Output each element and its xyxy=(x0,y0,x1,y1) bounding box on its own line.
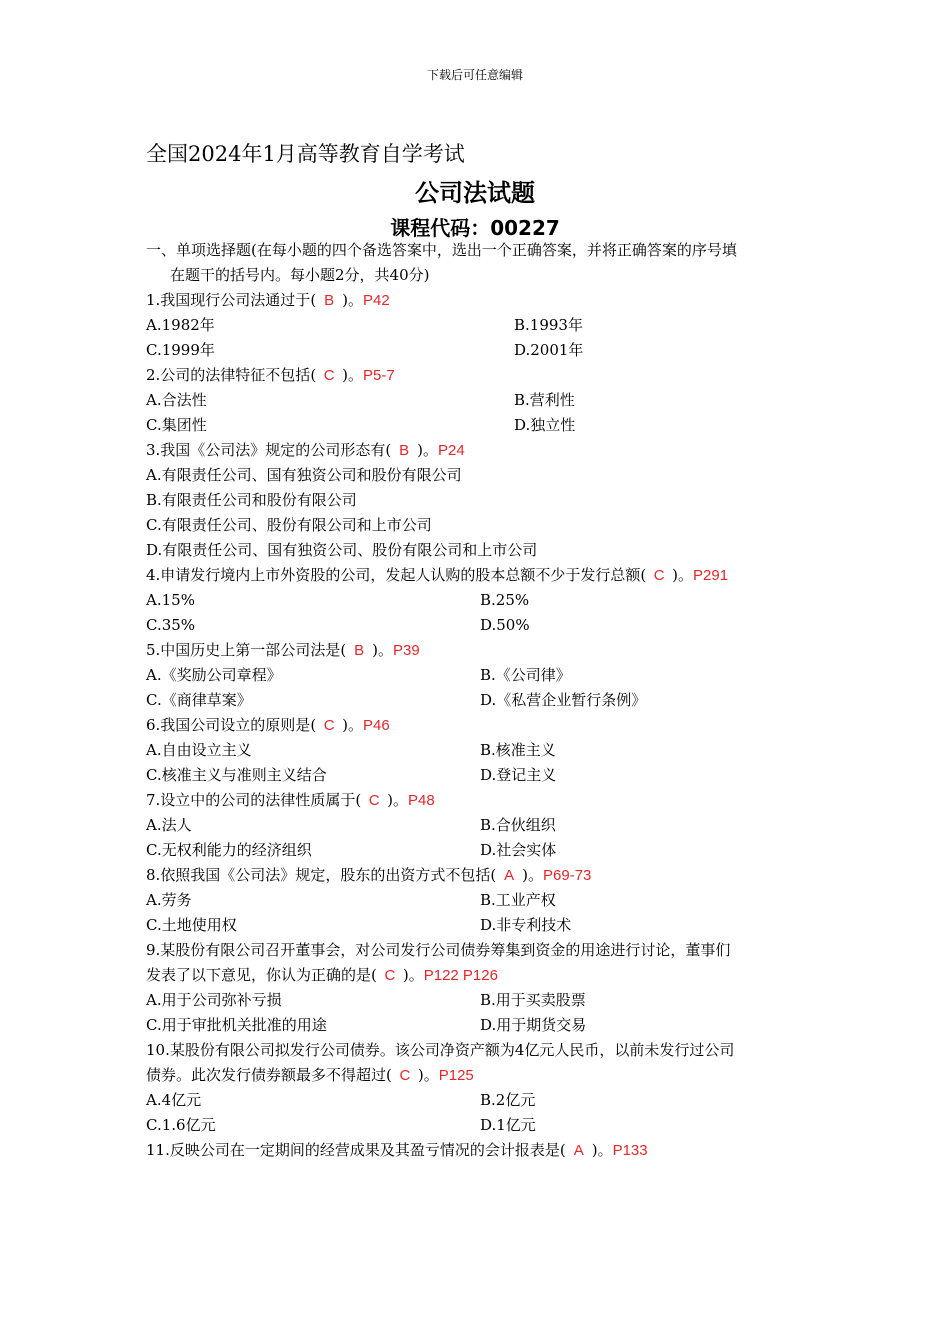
answer-mark: B xyxy=(324,292,335,309)
option-b: B.25% xyxy=(480,591,530,609)
option-c: C.土地使用权 xyxy=(146,916,237,934)
question-stem-8: 8.依照我国《公司法》规定，股东的出资方式不包括( A )。P69-73 xyxy=(146,863,810,888)
page-reference: P69-73 xyxy=(543,867,592,884)
page-reference: P5-7 xyxy=(363,367,395,384)
page-reference: P48 xyxy=(408,792,435,809)
option-d: D.50% xyxy=(480,616,530,634)
option-c: C.1.6亿元 xyxy=(146,1116,216,1134)
options-row xyxy=(146,338,810,363)
option-b: B.营利性 xyxy=(514,391,575,409)
option-b: B.《公司律》 xyxy=(480,666,571,684)
option-a: A.自由设立主义 xyxy=(146,741,252,759)
option-a: A.用于公司弥补亏损 xyxy=(146,991,282,1009)
option-d: D.2001年 xyxy=(514,341,584,359)
option-a: A.合法性 xyxy=(146,391,207,409)
question-stem-6: 6.我国公司设立的原则是( C )。P46 xyxy=(146,713,810,738)
answer-mark: A xyxy=(504,867,515,884)
answer-mark: C xyxy=(399,1067,411,1084)
page-reference: P133 xyxy=(612,1142,648,1159)
question-stem-10: 10.某股份有限公司拟发行公司债券。该公司净资产额为4亿元人民币，以前未发行过公司 xyxy=(146,1041,735,1059)
options-row xyxy=(146,388,810,413)
options-row xyxy=(146,763,810,788)
answer-mark: B xyxy=(354,642,365,659)
option-d: D.有限责任公司、国有独资公司、股份有限公司和上市公司 xyxy=(146,541,538,559)
question-stem-1: 1.我国现行公司法通过于( B )。P42 xyxy=(146,288,810,313)
answer-mark: B xyxy=(399,442,410,459)
question-stem-10-cont: 债券。此次发行债券额最多不得超过( C )。P125 xyxy=(146,1063,810,1088)
exam-title: 全国2024年1月高等教育自学考试 xyxy=(146,142,465,166)
option-a: A.劳务 xyxy=(146,891,192,909)
option-d: D.用于期货交易 xyxy=(480,1016,587,1034)
options-row xyxy=(146,1088,810,1113)
answer-mark: C xyxy=(368,792,380,809)
option-d: D.社会实体 xyxy=(480,841,557,859)
question-stem-9-cont: 发表了以下意见，你认为正确的是( C )。P122 P126 xyxy=(146,963,810,988)
option-c: C.《商律草案》 xyxy=(146,691,252,709)
options-row xyxy=(146,663,810,688)
option-b: B.工业产权 xyxy=(480,891,556,909)
answer-mark: C xyxy=(323,367,335,384)
option-a: A.15% xyxy=(146,591,195,609)
option-a: A.法人 xyxy=(146,816,192,834)
question-stem-3: 3.我国《公司法》规定的公司形态有( B )。P24 xyxy=(146,438,810,463)
answer-mark: C xyxy=(384,967,396,984)
question-content xyxy=(146,238,810,1163)
subject-title: 公司法试题 xyxy=(415,179,535,207)
answer-mark: C xyxy=(323,717,335,734)
option-b: B.2亿元 xyxy=(480,1091,536,1109)
course-code: 课程代码：00227 xyxy=(390,216,560,240)
option-a: A.1982年 xyxy=(146,316,215,334)
option-c: C.用于审批机关批准的用途 xyxy=(146,1016,327,1034)
options-row xyxy=(146,413,810,438)
question-stem-2: 2.公司的法律特征不包括( C )。P5-7 xyxy=(146,363,810,388)
question-stem-4: 4.申请发行境内上市外资股的公司，发起人认购的股本总额不少于发行总额( C )。P291 xyxy=(146,563,810,588)
question-stem-9: 9.某股份有限公司召开董事会，对公司发行公司债券筹集到资金的用途进行讨论，董事们 xyxy=(146,941,731,959)
option-d: D.1亿元 xyxy=(480,1116,536,1134)
option-b: B.有限责任公司和股份有限公司 xyxy=(146,491,357,509)
header-note: 下载后可任意编辑 xyxy=(426,68,523,82)
page-reference: P125 xyxy=(438,1067,474,1084)
page-reference: P122 P126 xyxy=(423,967,498,984)
page-reference: P39 xyxy=(393,642,420,659)
section-instructions-line2: 在题干的括号内。每小题2分，共40分) xyxy=(170,266,430,284)
option-c: C.无权利能力的经济组织 xyxy=(146,841,312,859)
option-b: B.合伙组织 xyxy=(480,816,556,834)
option-b: B.用于买卖股票 xyxy=(480,991,586,1009)
option-c: C.35% xyxy=(146,616,196,634)
option-b: B.1993年 xyxy=(514,316,583,334)
options-row xyxy=(146,738,810,763)
option-d: D.《私营企业暂行条例》 xyxy=(480,691,647,709)
section-instructions-line1: 一、单项选择题(在每小题的四个备选答案中，选出一个正确答案，并将正确答案的序号填 xyxy=(146,241,737,259)
options-row xyxy=(146,888,810,913)
page-reference: P24 xyxy=(438,442,465,459)
options-row xyxy=(146,313,810,338)
question-stem-7: 7.设立中的公司的法律性质属于( C )。P48 xyxy=(146,788,810,813)
options-row xyxy=(146,588,810,613)
options-row xyxy=(146,913,810,938)
page-reference: P42 xyxy=(363,292,390,309)
option-d: D.独立性 xyxy=(514,416,576,434)
options-row xyxy=(146,1013,810,1038)
option-b: B.核准主义 xyxy=(480,741,556,759)
option-c: C.核准主义与准则主义结合 xyxy=(146,766,327,784)
answer-mark: C xyxy=(653,567,665,584)
option-a: A.有限责任公司、国有独资公司和股份有限公司 xyxy=(146,466,462,484)
options-row xyxy=(146,688,810,713)
options-row xyxy=(146,988,810,1013)
option-a: A.4亿元 xyxy=(146,1091,202,1109)
options-row xyxy=(146,613,810,638)
option-d: D.非专利技术 xyxy=(480,916,572,934)
answer-mark: A xyxy=(573,1142,584,1159)
options-row xyxy=(146,838,810,863)
question-stem-11: 11.反映公司在一定期间的经营成果及其盈亏情况的会计报表是( A )。P133 xyxy=(146,1138,810,1163)
options-row xyxy=(146,813,810,838)
question-stem-5: 5.中国历史上第一部公司法是( B )。P39 xyxy=(146,638,810,663)
options-row xyxy=(146,1113,810,1138)
option-a: A.《奖励公司章程》 xyxy=(146,666,282,684)
option-c: C.1999年 xyxy=(146,341,215,359)
page-reference: P46 xyxy=(363,717,390,734)
option-c: C.集团性 xyxy=(146,416,207,434)
option-c: C.有限责任公司、股份有限公司和上市公司 xyxy=(146,516,432,534)
page-reference: P291 xyxy=(693,567,729,584)
option-d: D.登记主义 xyxy=(480,766,557,784)
